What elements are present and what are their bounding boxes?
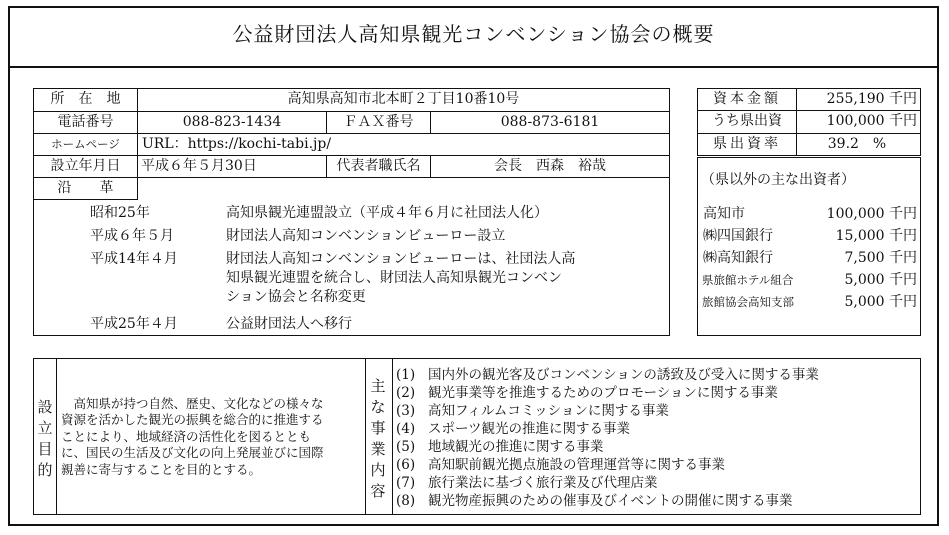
prefecture-ratio-value: 39.2 % <box>827 136 887 152</box>
prefecture-ratio-label: 県出資率 <box>713 136 781 152</box>
purpose-text-line: 高知県が持つ自然、歴史、文化などの様々な <box>61 396 324 411</box>
history-text: ション協会と名称変更 <box>226 289 366 305</box>
purpose-label-char: 目 <box>37 440 53 458</box>
investor-name: 高知市 <box>703 206 745 222</box>
investor-name: 県旅館ホテル組合 <box>702 273 794 287</box>
homepage-label: ホームページ <box>51 137 120 151</box>
history-label: 沿 革 <box>57 180 114 196</box>
purpose-label-char: 立 <box>37 419 53 437</box>
investor-value: 100,000 千円 <box>826 206 917 222</box>
business-label-char: な <box>370 398 386 416</box>
business-label-char: 主 <box>370 377 386 395</box>
prefecture-investment-value: 100,000 千円 <box>826 113 917 129</box>
page-title: 公益財団法人高知県観光コンベンション協会の概要 <box>232 22 715 46</box>
business-item-number: (3) <box>396 403 416 419</box>
business-item-text: 観光事業等を推進するためのプロモーションに関する事業 <box>428 385 778 401</box>
history-text: 高知県観光連盟設立（平成４年６月に社団法人化） <box>226 205 548 221</box>
investor-value: 15,000 千円 <box>835 228 917 244</box>
investor-value: 5,000 千円 <box>844 294 917 310</box>
business-item-text: 地域観光の推進に関する事業 <box>428 439 604 455</box>
purpose-text-line: 資源を活かした観光の振興を総合的に推進する <box>61 412 324 427</box>
phone-label: 電話番号 <box>57 114 114 130</box>
business-label-char: 事 <box>370 419 386 437</box>
fax-label: ＦＡＸ番号 <box>343 114 414 130</box>
business-label-char: 内 <box>370 461 386 479</box>
business-item-text: 高知駅前観光拠点施設の管理運営等に関する事業 <box>428 457 725 473</box>
business-item-text: 高知フィルムコミッションに関する事業 <box>428 403 669 419</box>
business-item-number: (5) <box>396 439 416 455</box>
founded-value: 平成６年５月30日 <box>141 158 257 174</box>
purpose-text-line: ことにより、地域経済の活性化を図るととも <box>61 429 312 444</box>
history-date: 昭和25年 <box>90 205 150 221</box>
address-label: 所 在 地 <box>50 91 121 107</box>
purpose-label-char: 設 <box>37 398 53 416</box>
phone-value: 088-823-1434 <box>182 114 282 130</box>
business-item-number: (6) <box>396 457 416 473</box>
history-date: 平成６年５月 <box>90 228 174 244</box>
purpose-text-line: 親善に寄与することを目的とする。 <box>61 462 262 477</box>
representative-label: 代表者職氏名 <box>336 158 421 174</box>
representative-value: 会長 西森 裕哉 <box>494 158 606 174</box>
purpose-label-char: 的 <box>37 461 53 479</box>
business-item-number: (7) <box>396 475 416 491</box>
investors-heading: （県以外の主な出資者） <box>701 172 855 188</box>
investor-name: ㈱四国銀行 <box>703 228 773 244</box>
history-date: 平成14年４月 <box>90 251 178 267</box>
business-label-char: 業 <box>370 440 386 458</box>
business-item-number: (8) <box>396 493 416 509</box>
prefecture-investment-label: うち県出資 <box>712 113 782 129</box>
capital-value: 255,190 千円 <box>826 91 917 107</box>
investor-value: 7,500 千円 <box>844 250 917 266</box>
business-item-number: (2) <box>396 385 416 401</box>
history-date: 平成25年４月 <box>90 316 178 332</box>
history-text: 財団法人高知コンベンションビューロー設立 <box>226 228 506 244</box>
homepage-link[interactable]: URL：https://kochi-tabi.jp/ <box>142 136 332 152</box>
business-item-text: 国内外の観光客及びコンベンションの誘致及び受入に関する事業 <box>428 367 819 383</box>
purpose-text-line: に、国民の生活及び文化の向上発展並びに国際 <box>61 445 324 460</box>
capital-label: 資本金額 <box>713 91 781 107</box>
investor-name: ㈱高知銀行 <box>703 250 773 266</box>
business-item-text: スポーツ観光の推進に関する事業 <box>428 421 630 437</box>
investor-name: 旅館協会高知支部 <box>702 295 794 309</box>
business-item-text: 観光物産振興のための催事及びイベントの開催に関する事業 <box>428 493 793 509</box>
business-item-number: (1) <box>396 367 416 383</box>
business-item-text: 旅行業法に基づく旅行業及び代理店業 <box>428 475 658 491</box>
history-text: 財団法人高知コンベンションビューローは、社団法人高 <box>226 251 576 267</box>
founded-label: 設立年月日 <box>50 158 121 174</box>
address-value: 高知県高知市北本町２丁目10番10号 <box>287 91 520 107</box>
business-label-char: 容 <box>370 482 386 500</box>
investor-value: 5,000 千円 <box>844 272 917 288</box>
fax-value: 088-873-6181 <box>500 114 600 130</box>
history-text: 公益財団法人へ移行 <box>226 316 352 332</box>
history-text: 知県観光連盟を統合し、財団法人高知県観光コンベン <box>226 270 562 286</box>
business-item-number: (4) <box>396 421 416 437</box>
